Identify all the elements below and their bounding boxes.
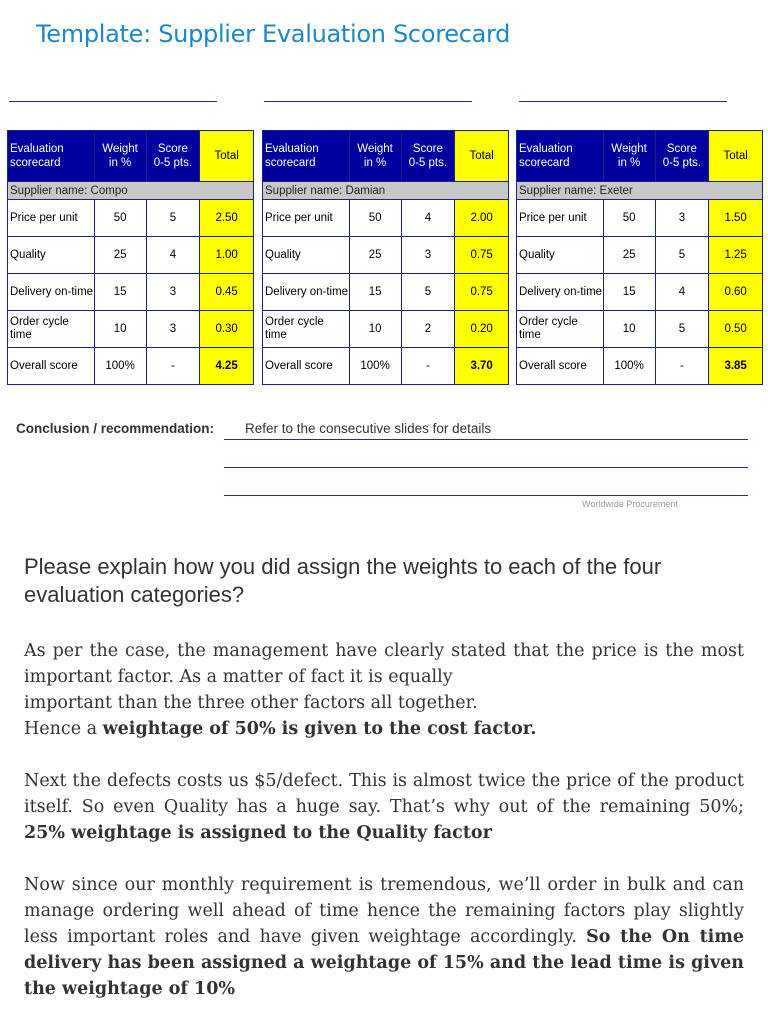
p1-bold: weightage of 50% is given to the cost factor.: [102, 719, 537, 739]
header-weight: Weight in %: [349, 131, 401, 182]
weight-cell: 100%: [94, 348, 146, 385]
conclusion-line-1: [224, 439, 748, 440]
table-row: [8, 311, 254, 348]
conclusion-text: Refer to the consecutive slides for details: [245, 421, 492, 436]
total-cell: 0.50: [709, 311, 763, 348]
scorecard-header: [517, 131, 763, 182]
supplier-name: Supplier name: Damian: [263, 182, 509, 200]
p1-text-b: important than the three other factors all together.: [24, 693, 478, 713]
row-label: Price per unit: [263, 200, 350, 237]
table-row: [517, 237, 763, 274]
overall-total-cell: 3.85: [709, 348, 763, 385]
header-total: Total: [200, 131, 254, 182]
score-cell: 3: [146, 274, 200, 311]
table-row: [517, 200, 763, 237]
row-label: Overall score: [517, 348, 604, 385]
score-cell: 5: [146, 200, 200, 237]
table-row: [517, 274, 763, 311]
total-cell: 2.50: [200, 200, 254, 237]
total-cell: 0.30: [200, 311, 254, 348]
total-cell: 0.20: [455, 311, 509, 348]
score-cell: -: [655, 348, 709, 385]
total-cell: 0.45: [200, 274, 254, 311]
score-cell: 4: [146, 237, 200, 274]
table-row: [517, 348, 763, 385]
row-label: Delivery on-time: [517, 274, 604, 311]
scorecard-compo: [7, 130, 254, 385]
scorecard-damian: [262, 130, 509, 385]
table-row: [8, 274, 254, 311]
header-score: Score 0-5 pts.: [146, 131, 200, 182]
conclusion-label: Conclusion / recommendation:: [16, 421, 215, 436]
header-score: Score 0-5 pts.: [655, 131, 709, 182]
weight-cell: 50: [349, 200, 401, 237]
signature-line-1: [9, 101, 217, 102]
score-cell: 4: [655, 274, 709, 311]
row-label: Price per unit: [8, 200, 95, 237]
scorecard-header: [8, 131, 254, 182]
score-cell: 5: [655, 237, 709, 274]
p2-text: Next the defects costs us $5/defect. This is almost twice the price of the product itself. So even Quality has a huge say. That’s why out of the remaining 50%;: [24, 771, 744, 817]
row-label: Quality: [263, 237, 350, 274]
score-cell: -: [401, 348, 455, 385]
p1-text-a: As per the case, the management have clearly stated that the price is the most important factor. As a matter of fact it is equally: [24, 641, 744, 687]
table-row: [8, 237, 254, 274]
row-label: Order cycle time: [263, 311, 350, 348]
row-label: Order cycle time: [517, 311, 604, 348]
header-evaluation: Evaluation scorecard: [517, 131, 604, 182]
signature-line-2: [264, 101, 472, 102]
table-row: [263, 237, 509, 274]
header-total: Total: [455, 131, 509, 182]
supplier-name: Supplier name: Compo: [8, 182, 254, 200]
table-row: [517, 311, 763, 348]
header-evaluation: Evaluation scorecard: [263, 131, 350, 182]
header-score: Score 0-5 pts.: [401, 131, 455, 182]
weight-cell: 25: [603, 237, 655, 274]
header-weight: Weight in %: [603, 131, 655, 182]
p3-text: Now since our monthly requirement is tremendous, we’ll order in bulk and can manage ordering well ahead of time hence the remaining factors play slightly less important roles and have given weightage accordingly.: [24, 875, 744, 947]
total-cell: 2.00: [455, 200, 509, 237]
total-cell: 0.75: [455, 274, 509, 311]
question-heading: Please explain how you did assign the weights to each of the four evaluation categories?: [24, 554, 662, 607]
footer-text: Worldwide Procurement: [582, 499, 678, 509]
weight-cell: 10: [349, 311, 401, 348]
row-label: Price per unit: [517, 200, 604, 237]
p1-text-c: Hence a: [24, 719, 103, 739]
signature-line-3: [519, 101, 727, 102]
p2-bold: 25% weightage is assigned to the Quality factor: [24, 823, 492, 843]
row-label: Overall score: [8, 348, 95, 385]
table-row: [263, 348, 509, 385]
scorecard-header: [263, 131, 509, 182]
score-cell: -: [146, 348, 200, 385]
overall-total-cell: 3.70: [455, 348, 509, 385]
paragraph-delivery: [24, 872, 744, 1002]
supplier-name: Supplier name: Exeter: [517, 182, 763, 200]
header-total: Total: [709, 131, 763, 182]
weight-cell: 10: [94, 311, 146, 348]
score-cell: 2: [401, 311, 455, 348]
total-cell: 1.00: [200, 237, 254, 274]
weight-cell: 15: [349, 274, 401, 311]
score-cell: 3: [146, 311, 200, 348]
weight-cell: 100%: [349, 348, 401, 385]
weight-cell: 10: [603, 311, 655, 348]
conclusion-line-3: [224, 495, 748, 496]
weight-cell: 15: [603, 274, 655, 311]
header-evaluation: Evaluation scorecard: [8, 131, 95, 182]
header-weight: Weight in %: [94, 131, 146, 182]
table-row: [263, 200, 509, 237]
row-label: Quality: [8, 237, 95, 274]
score-cell: 5: [401, 274, 455, 311]
paragraph-quality: [24, 768, 744, 846]
page-title: Template: Supplier Evaluation Scorecard: [36, 20, 511, 48]
conclusion-line-2: [224, 467, 748, 468]
total-cell: 0.75: [455, 237, 509, 274]
row-label: Order cycle time: [8, 311, 95, 348]
row-label: Delivery on-time: [263, 274, 350, 311]
total-cell: 1.50: [709, 200, 763, 237]
weight-cell: 25: [94, 237, 146, 274]
table-row: [8, 200, 254, 237]
table-row: [263, 274, 509, 311]
table-row: [263, 311, 509, 348]
weight-cell: 50: [94, 200, 146, 237]
score-cell: 5: [655, 311, 709, 348]
overall-total-cell: 4.25: [200, 348, 254, 385]
total-cell: 0.60: [709, 274, 763, 311]
p3-bold: So the On time delivery has been assigned a weightage of 15% and the lead time is given the weightage of 10%: [24, 927, 744, 999]
row-label: Delivery on-time: [8, 274, 95, 311]
total-cell: 1.25: [709, 237, 763, 274]
weight-cell: 25: [349, 237, 401, 274]
scorecard-exeter: [516, 130, 763, 385]
score-cell: 3: [401, 237, 455, 274]
paragraph-price: [24, 638, 744, 742]
table-row: [8, 348, 254, 385]
score-cell: 4: [401, 200, 455, 237]
row-label: Quality: [517, 237, 604, 274]
row-label: Overall score: [263, 348, 350, 385]
score-cell: 3: [655, 200, 709, 237]
weight-cell: 50: [603, 200, 655, 237]
weight-cell: 15: [94, 274, 146, 311]
weight-cell: 100%: [603, 348, 655, 385]
